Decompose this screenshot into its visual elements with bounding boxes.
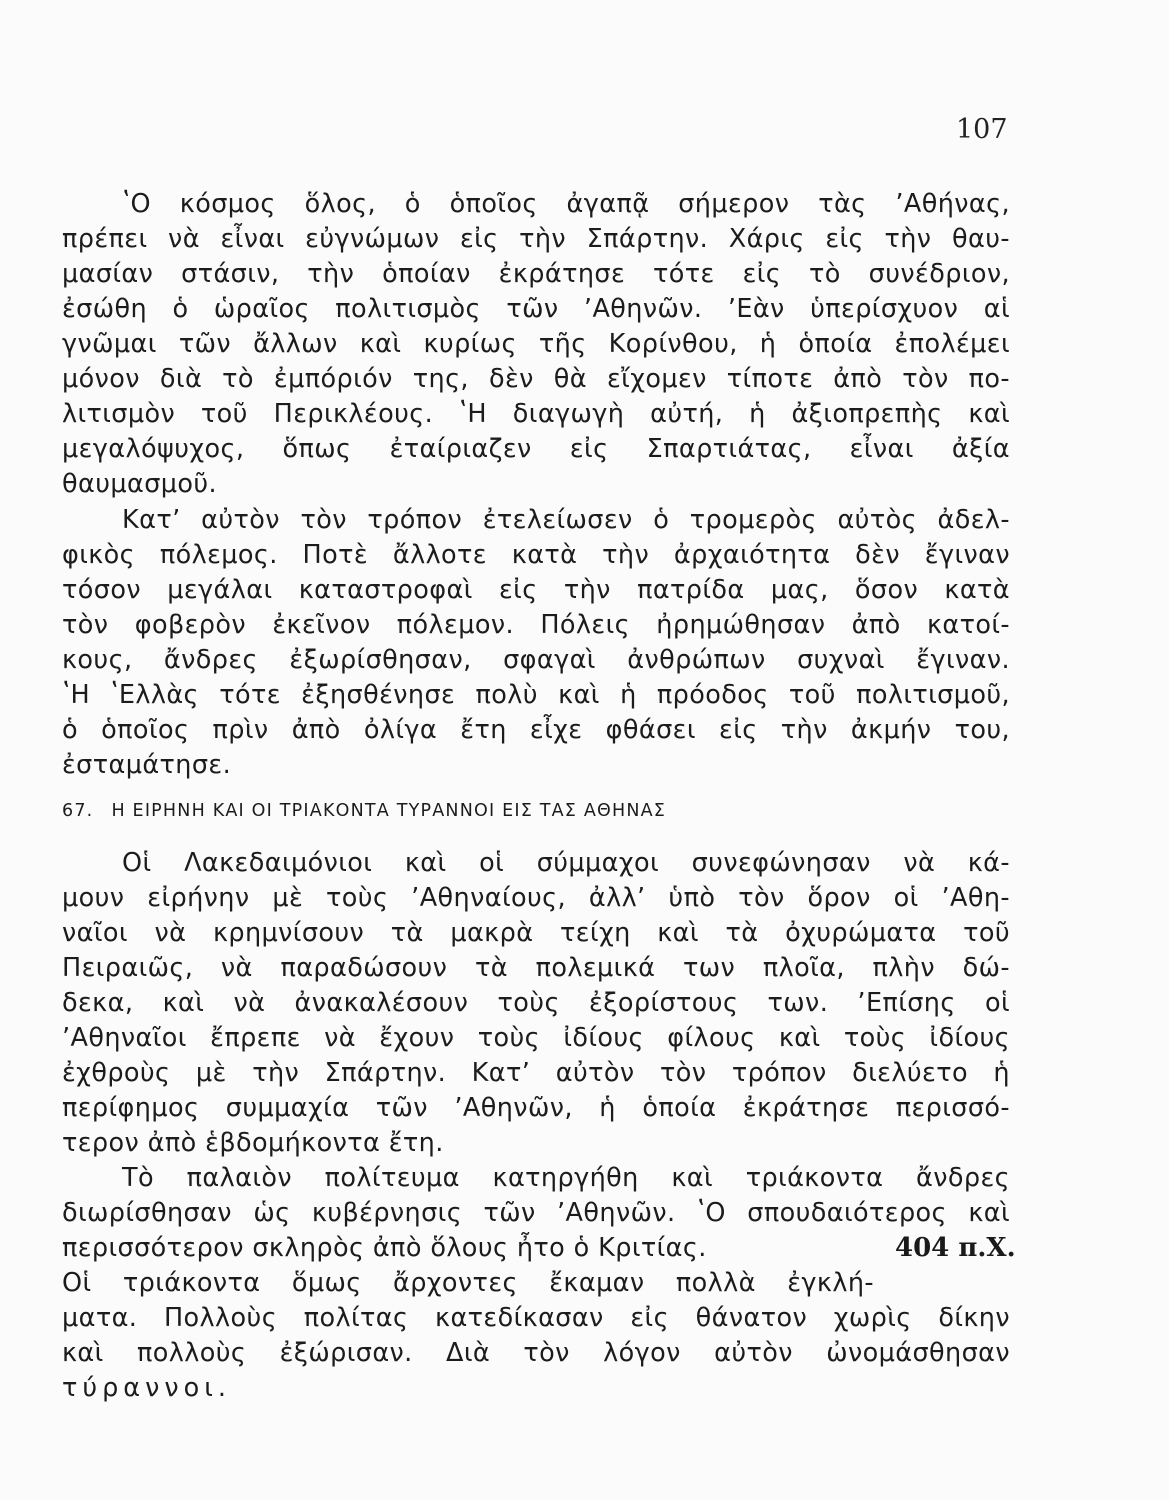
text-line: τὸν φοβερὸν ἐκεῖνον πόλεμον. Πόλεις ἠρημώθησαν ἀπὸ κατοί- xyxy=(62,610,1010,640)
text-line: θαυμασμοῦ. xyxy=(62,469,218,499)
text-line: Πειραιῶς, νὰ παραδώσουν τὰ πολεμικά των πλοῖα, πλὴν δώ- xyxy=(62,953,1010,983)
section-title: Η ΕΙΡΗΝΗ ΚΑΙ ΟΙ ΤΡΙΑΚΟΝΤΑ ΤΥΡΑΝΝΟΙ ΕΙΣ ΤΑΣ ΑΘΗΝΑΣ xyxy=(111,801,667,821)
text-line: κους, ἄνδρες ἐξωρίσθησαν, σφαγαὶ ἀνθρώπων συχναὶ ἔγιναν. xyxy=(62,645,1010,675)
section-number: 67. xyxy=(62,801,94,821)
text-line: πρέπει νὰ εἶναι εὐγνώμων εἰς τὴν Σπάρτην. Χάρις εἰς τὴν θαυ- xyxy=(62,224,1010,254)
text-line: ματα. Πολλοὺς πολίτας κατεδίκασαν εἰς θάνατον χωρὶς δίκην xyxy=(62,1303,1010,1333)
text-line: λιτισμὸν τοῦ Περικλέους. ʽΗ διαγωγὴ αὐτή, ἡ ἀξιοπρεπὴς καὶ xyxy=(62,399,1010,429)
text-line: περίφημος συμμαχία τῶν ʼΑθηνῶν, ἡ ὁποία ἐκράτησε περισσό- xyxy=(62,1093,1010,1123)
text-line: ʼΑθηναῖοι ἔπρεπε νὰ ἔχουν τοὺς ἰδίους φίλους καὶ τοὺς ἰδίους xyxy=(62,1023,1010,1053)
text-line: γνῶμαι τῶν ἄλλων καὶ κυρίως τῆς Κορίνθου, ἡ ὁποία ἐπολέμει xyxy=(62,329,1010,359)
text-line: διωρίσθησαν ὡς κυβέρνησις τῶν ʼΑθηνῶν. ʽΟ σπουδαιότερος καὶ xyxy=(62,1198,1010,1228)
text-line: Κατʼ αὐτὸν τὸν τρόπον ἐτελείωσεν ὁ τρομερὸς αὐτὸς ἀδελ- xyxy=(122,505,1010,535)
page-number: 107 xyxy=(956,114,1008,145)
text-line: μόνον διὰ τὸ ἐμπόριόν της, δὲν θὰ εἴχομεν τίποτε ἀπὸ τὸν πο- xyxy=(62,364,1010,394)
text-line: τερον ἀπὸ ἑβδομήκοντα ἔτη. xyxy=(62,1128,444,1158)
text-line: μουν εἰρήνην μὲ τοὺς ʼΑθηναίους, ἀλλʼ ὑπὸ τὸν ὅρον οἱ ʼΑθη- xyxy=(62,883,1010,913)
text-line: ναῖοι νὰ κρημνίσουν τὰ μακρὰ τείχη καὶ τὰ ὀχυρώματα τοῦ xyxy=(62,918,1010,948)
text-line: καὶ πολλοὺς ἐξώρισαν. Διὰ τὸν λόγον αὐτὸν ὠνομάσθησαν xyxy=(62,1338,1010,1368)
text-line: ʽΟ κόσμος ὅλος, ὁ ὁποῖος ἀγαπᾷ σήμερον τὰς ʼΑθήνας, xyxy=(122,189,1010,219)
text-line: μασίαν στάσιν, τὴν ὁποίαν ἐκράτησε τότε εἰς τὸ συνέδριον, xyxy=(62,259,1010,289)
text-line: δεκα, καὶ νὰ ἀνακαλέσουν τοὺς ἐξορίστους των. ʼΕπίσης οἱ xyxy=(62,988,1010,1018)
text-line: φικὸς πόλεμος. Ποτὲ ἄλλοτε κατὰ τὴν ἀρχαιότητα δὲν ἔγιναν xyxy=(62,540,1010,570)
text-line: ὁ ὁποῖος πρὶν ἀπὸ ὀλίγα ἔτη εἶχε φθάσει εἰς τὴν ἀκμήν του, xyxy=(62,715,1010,745)
section-heading xyxy=(62,801,666,821)
text-line: τόσον μεγάλαι καταστροφαὶ εἰς τὴν πατρίδα μας, ὅσον κατὰ xyxy=(62,575,1010,605)
text-line: ἐσταμάτησε. xyxy=(62,750,232,780)
text-line: Τὸ παλαιὸν πολίτευμα κατηργήθη καὶ τριάκοντα ἄνδρες xyxy=(122,1163,1010,1193)
text-line: Οἱ Λακεδαιμόνιοι καὶ οἱ σύμμαχοι συνεφώνησαν νὰ κά- xyxy=(122,848,1010,878)
text-line: Οἱ τριάκοντα ὅμως ἄρχοντες ἔκαμαν πολλὰ ἐγκλή- xyxy=(62,1268,874,1298)
text-line: ἐσώθη ὁ ὡραῖος πολιτισμὸς τῶν ʼΑθηνῶν. ʼΕὰν ὑπερίσχυον αἱ xyxy=(62,294,1010,324)
text-line: ἐχθροὺς μὲ τὴν Σπάρτην. Κατʼ αὐτὸν τὸν τρόπον διελύετο ἡ xyxy=(62,1058,1010,1088)
text-line: περισσότερον σκληρὸς ἀπὸ ὅλους ἦτο ὁ Κριτίας. xyxy=(62,1233,707,1263)
text-line: ʽΗ ʽΕλλὰς τότε ἐξησθένησε πολὺ καὶ ἡ πρόοδος τοῦ πολιτισμοῦ, xyxy=(62,680,1010,710)
text-line: τύραννοι. xyxy=(62,1373,231,1403)
margin-date-note: 404 π.Χ. xyxy=(895,1233,1016,1263)
text-line: μεγαλόψυχος, ὅπως ἐταίριαζεν εἰς Σπαρτιάτας, εἶναι ἀξία xyxy=(62,434,1010,464)
